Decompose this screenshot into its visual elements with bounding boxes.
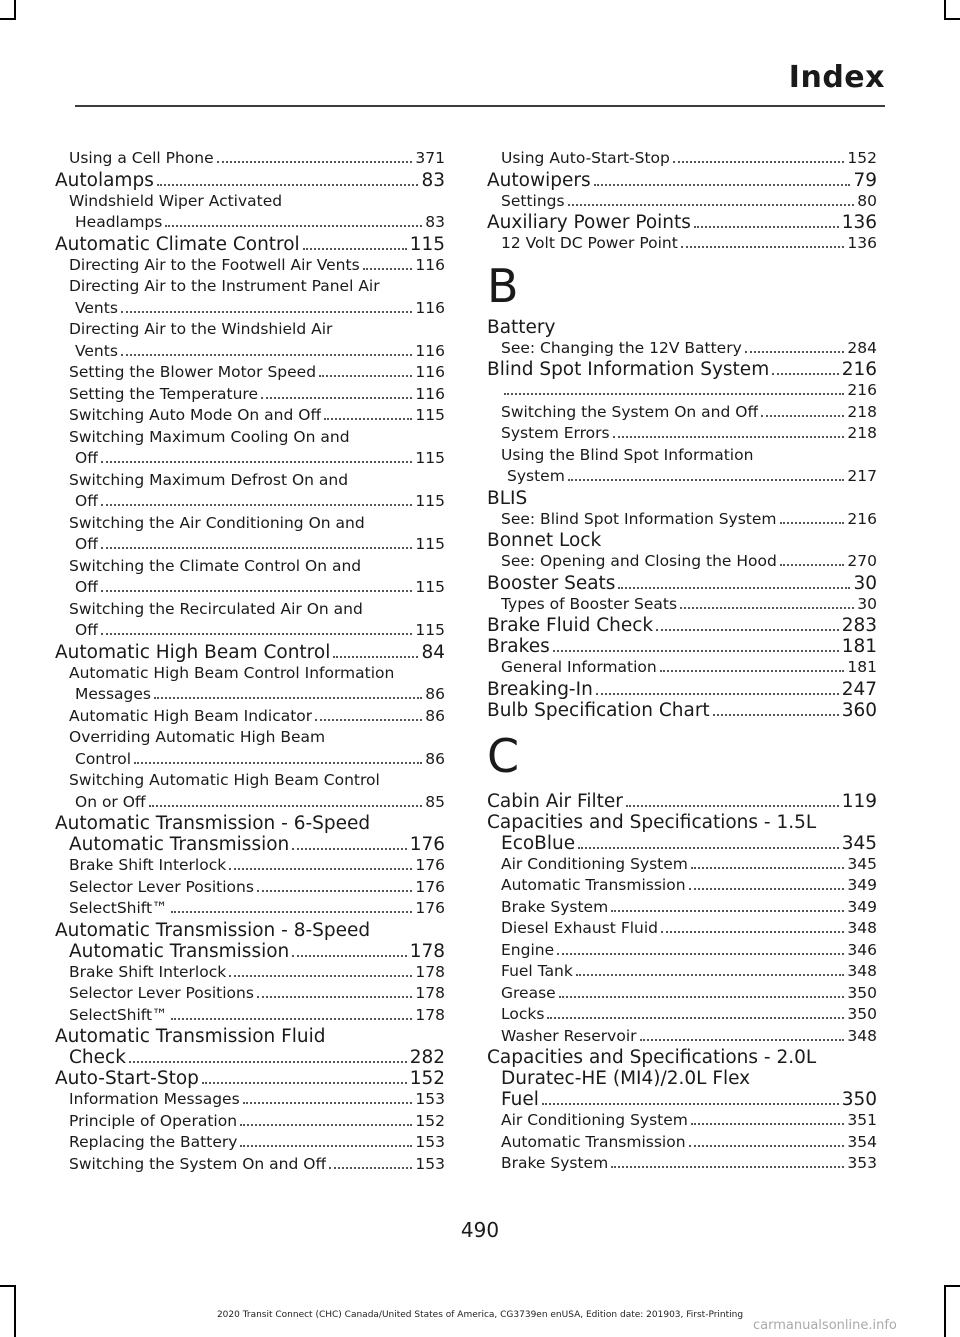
index-entry-cont[interactable]: Check 282 (69, 1047, 445, 1068)
index-subentry[interactable]: Switching Auto Mode On and Off 115 (69, 406, 445, 424)
index-entry[interactable]: Brake Fluid Check 283 (487, 615, 877, 636)
index-subentry[interactable]: Directing Air to the Instrument Panel Air (69, 277, 380, 295)
index-column-right (487, 148, 877, 1175)
index-subentry[interactable]: Replacing the Battery 153 (69, 1133, 445, 1151)
index-subentry[interactable]: Setting the Blower Motor Speed 116 (69, 363, 445, 381)
index-subentry[interactable]: General Information 181 (501, 658, 877, 676)
index-subentry[interactable]: 216 (487, 380, 877, 402)
index-entry[interactable]: Capacities and Specifications - 2.0L (487, 1047, 817, 1068)
index-entry[interactable]: BLIS (487, 487, 528, 509)
index-subentry[interactable]: Switching Maximum Defrost On and (69, 470, 349, 489)
index-entry[interactable]: Automatic High Beam Control 84 (55, 641, 445, 663)
index-subentry[interactable]: Windshield Wiper Activated (69, 191, 283, 210)
crop-mark (944, 1285, 960, 1287)
index-subentry[interactable]: Settings 80 (501, 191, 877, 210)
index-entry[interactable]: Booster Seats 30 (487, 572, 877, 594)
index-subentry[interactable]: Switching Maximum Cooling On and (69, 427, 350, 446)
index-entry[interactable]: Bulb Specification Chart 360 (487, 699, 877, 721)
crop-mark (14, 0, 16, 20)
index-subentry[interactable]: Using a Cell Phone 371 (69, 149, 445, 167)
index-subentry[interactable]: System Errors 218 (501, 424, 877, 442)
crop-mark (944, 0, 946, 20)
index-subentry[interactable]: Fuel Tank 348 (501, 962, 877, 980)
index-subentry[interactable]: Using the Blind Spot Information (501, 445, 754, 464)
index-entry-cont[interactable]: EcoBlue 345 (501, 832, 877, 854)
index-subentry[interactable]: Locks 350 (501, 1005, 877, 1023)
index-subentry[interactable]: See: Changing the 12V Battery 284 (501, 338, 877, 357)
index-subentry[interactable]: Automatic High Beam Control Information (69, 663, 395, 682)
index-entry[interactable]: Bonnet Lock (487, 530, 602, 551)
crop-mark (0, 18, 16, 20)
index-subentry[interactable]: Engine 346 (501, 940, 877, 959)
index-subentry[interactable]: Information Messages 153 (69, 1090, 445, 1108)
index-entry[interactable]: Capacities and Specifications - 1.5L (487, 811, 817, 833)
index-subentry[interactable]: Automatic High Beam Indicator 86 (69, 706, 445, 725)
index-subentry[interactable]: Switching the System On and Off 153 (69, 1154, 445, 1173)
title-rule (75, 105, 885, 107)
index-subentry-cont[interactable]: Vents 116 (75, 298, 445, 317)
index-subentry[interactable]: Brake System 349 (501, 897, 877, 916)
index-subentry[interactable]: Grease 350 (501, 983, 877, 1002)
index-subentry[interactable]: Selector Lever Positions 178 (69, 984, 445, 1002)
index-subentry[interactable]: Air Conditioning System 345 (501, 854, 877, 873)
index-entry-cont[interactable]: Fuel 350 (501, 1089, 877, 1110)
index-subentry[interactable]: See: Blind Spot Information System 216 (501, 509, 877, 528)
index-subentry-cont[interactable]: System 217 (507, 467, 877, 485)
index-entry-cont[interactable]: Automatic Transmission 176 (69, 834, 445, 855)
footer-text: 2020 Transit Connect (CHC) Canada/United States of America, CG3739en enUSA, Edition date: 201903, First-Printing (216, 1310, 744, 1320)
index-entry[interactable]: Auto-Start-Stop 152 (55, 1068, 445, 1089)
index-entry[interactable]: Battery (487, 316, 556, 338)
index-subentry[interactable]: Switching the System On and Off 218 (501, 402, 877, 421)
index-subentry[interactable]: Diesel Exhaust Fluid 348 (501, 919, 877, 937)
index-subentry[interactable]: Automatic Transmission 354 (501, 1132, 877, 1151)
index-subentry[interactable]: Selector Lever Positions 176 (69, 877, 445, 896)
index-entry-cont[interactable]: Automatic Transmission 178 (69, 940, 445, 962)
index-subentry-cont[interactable]: Off 115 (75, 621, 445, 639)
index-subentry[interactable]: Switching Automatic High Beam Control (69, 771, 380, 789)
index-entry[interactable]: Automatic Transmission Fluid (55, 1026, 326, 1047)
index-entry[interactable]: Brakes 181 (487, 636, 877, 657)
index-subentry[interactable]: 12 Volt DC Power Point 136 (501, 234, 877, 252)
index-subentry-cont[interactable]: Headlamps 83 (75, 213, 445, 231)
index-subentry-cont[interactable]: Vents 116 (75, 341, 445, 360)
index-subentry[interactable]: Principle of Operation 152 (69, 1111, 445, 1130)
index-entry[interactable]: Cabin Air Filter 119 (487, 790, 877, 812)
index-subentry-cont[interactable]: On or Off 85 (75, 792, 445, 811)
index-subentry[interactable]: Brake Shift Interlock 176 (69, 856, 445, 874)
index-subentry[interactable]: Washer Reservoir 348 (501, 1026, 877, 1045)
index-subentry[interactable]: Directing Air to the Footwell Air Vents 116 (69, 255, 445, 274)
index-entry[interactable]: Auxiliary Power Points 136 (487, 212, 877, 233)
crop-mark (944, 18, 960, 20)
index-subentry-cont[interactable]: Messages 86 (75, 685, 445, 703)
index-subentry[interactable]: Directing Air to the Windshield Air (69, 320, 333, 338)
index-subentry-cont[interactable]: Off 115 (75, 535, 445, 553)
index-entry[interactable]: Blind Spot Information System 216 (487, 359, 877, 380)
index-subentry-cont[interactable]: Off 115 (75, 492, 445, 510)
page-number: 490 (460, 1218, 500, 1242)
index-subentry[interactable]: Overriding Automatic High Beam (69, 728, 326, 746)
index-entry[interactable]: Breaking-In 247 (487, 678, 877, 700)
page-title: Index (788, 60, 885, 95)
index-column-left (55, 148, 445, 1175)
index-subentry[interactable]: SelectShift™ 178 (69, 1005, 445, 1024)
index-entry-cont[interactable]: Duratec-HE (MI4)/2.0L Flex (501, 1068, 751, 1089)
index-subentry[interactable]: Brake Shift Interlock 178 (69, 962, 445, 981)
crop-mark (0, 1285, 16, 1287)
index-subentry[interactable]: See: Opening and Closing the Hood 270 (501, 552, 877, 570)
index-subentry-cont[interactable]: Off 115 (75, 578, 445, 596)
index-entry[interactable]: Autolamps 83 (55, 169, 445, 191)
section-letter-b: B (487, 258, 519, 313)
index-subentry[interactable]: SelectShift™ 176 (69, 899, 445, 917)
section-letter-c: C (487, 728, 520, 783)
index-entry[interactable]: Automatic Transmission - 8-Speed (55, 919, 371, 941)
index-entry[interactable]: Autowipers 79 (487, 169, 877, 191)
watermark: carmanualsonline.info (753, 1318, 897, 1333)
index-subentry[interactable]: Using Auto-Start-Stop 152 (501, 149, 877, 167)
index-subentry[interactable]: Switching the Climate Control On and (69, 556, 362, 575)
index-subentry-cont[interactable]: Off 115 (75, 449, 445, 467)
index-subentry[interactable]: Brake System 353 (501, 1154, 877, 1172)
index-subentry[interactable]: Setting the Temperature 116 (69, 384, 445, 403)
index-subentry[interactable]: Automatic Transmission 349 (501, 876, 877, 894)
index-subentry[interactable]: Types of Booster Seats 30 (501, 594, 877, 613)
index-subentry[interactable]: Air Conditioning System 351 (501, 1111, 877, 1129)
index-subentry[interactable]: Switching the Air Conditioning On and (69, 513, 365, 532)
index-subentry[interactable]: Switching the Recirculated Air On and (69, 599, 363, 618)
index-subentry-cont[interactable]: Control 86 (75, 749, 445, 768)
index-entry[interactable]: Automatic Transmission - 6-Speed (55, 813, 371, 834)
index-entry[interactable]: Automatic Climate Control 115 (55, 233, 445, 255)
